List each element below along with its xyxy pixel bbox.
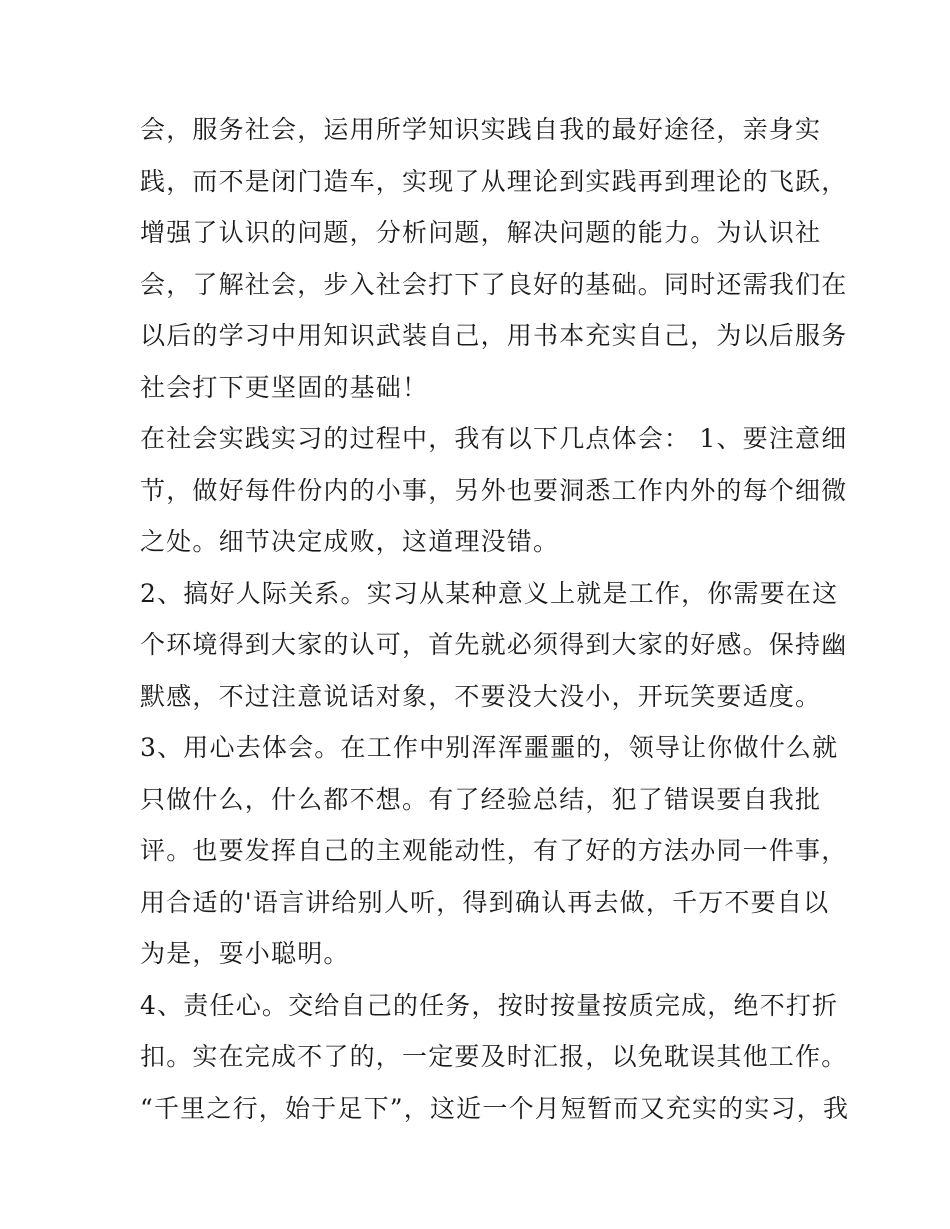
text-line: 只做什么，什么都不想。有了经验总结，犯了错误要自我批 — [140, 784, 822, 814]
text-line: 节，做好每件份内的小事，另外也要洞悉工作内外的每个细微 — [140, 475, 848, 505]
text-line: 践，而不是闭门造车，实现了从理论到实践再到理论的飞跃， — [140, 166, 848, 196]
text-line: 扣。实在完成不了的，一定要及时汇报，以免耽误其他工作。 — [140, 1042, 848, 1071]
text-line: 用合适的'语言讲给别人听，得到确认再去做，千万不要自以 — [140, 887, 830, 917]
text-line: “千里之行，始于足下”，这近一个月短暂而又充实的实习，我 — [140, 1093, 850, 1123]
text-line: 以后的学习中用知识武装自己，用书本充实自己，为以后服务 — [140, 321, 848, 350]
text-line: 会，服务社会，运用所学知识实践自我的最好途径，亲身实 — [140, 115, 822, 144]
text-line: 之处。细节决定成败，这道理没错。 — [140, 527, 560, 556]
text-line: 在社会实践实习的过程中，我有以下几点体会： 1、要注意细 — [140, 424, 848, 453]
text-line: 默感，不过注意说话对象，不要没大没小，开玩笑要适度。 — [140, 681, 822, 711]
text-line: 会，了解社会，步入社会打下了良好的基础。同时还需我们在 — [140, 269, 848, 299]
text-line: 增强了认识的问题，分析问题，解决问题的能力。为认识社 — [140, 218, 822, 247]
document-body-text — [140, 104, 850, 1134]
text-line: 3、用心去体会。在工作中别浑浑噩噩的，领导让你做什么就 — [140, 733, 839, 762]
text-line: 社会打下更坚固的基础！ — [140, 372, 429, 402]
text-line: 2、搞好人际关系。实习从某种意义上就是工作，你需要在这 — [140, 578, 839, 608]
text-line: 为是，耍小聪明。 — [140, 939, 350, 968]
text-line: 评。也要发挥自己的主观能动性，有了好的方法办同一件事， — [140, 836, 848, 865]
text-line: 4、责任心。交给自己的任务，按时按量按质完成，绝不打折 — [140, 990, 839, 1020]
text-line: 个环境得到大家的认可，首先就必须得到大家的好感。保持幽 — [140, 630, 848, 659]
